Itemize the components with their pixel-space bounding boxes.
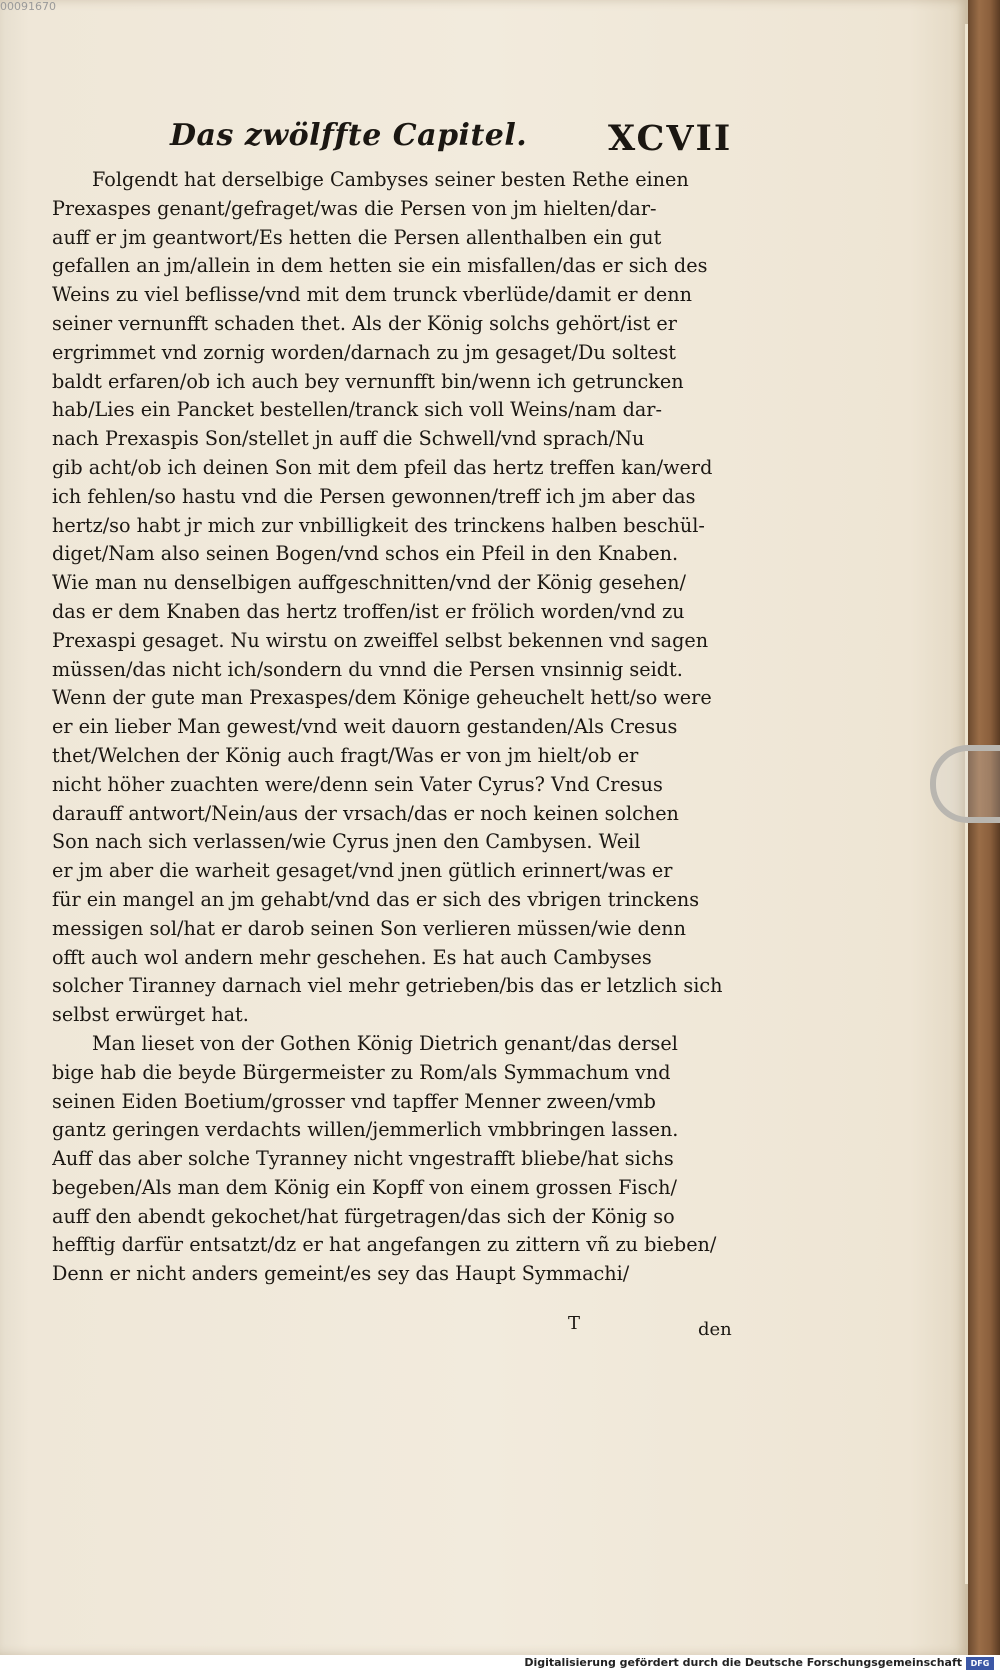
digitization-footer — [0, 1655, 1000, 1673]
text-line: darauff antwort/Nein/aus der vrsach/das er noch keinen solchen — [52, 801, 679, 825]
text-line: Denn er nicht anders gemeint/es sey das Haupt Symmachi/ — [52, 1262, 630, 1286]
text-line: auff er jm geantwort/Es hetten die Persen allenthalben ein gut — [52, 225, 662, 249]
text-line: gib acht/ob ich deinen Son mit dem pfeil das hertz treffen kan/werd — [52, 455, 713, 479]
text-line: diget/Nam also seinen Bogen/vnd schos ein Pfeil in den Knaben. — [52, 542, 679, 566]
text-line: Wenn der gute man Prexaspes/dem Könige geheuchelt hett/so were — [52, 686, 712, 710]
text-line: solcher Tiranney darnach viel mehr getrieben/bis das er letzlich sich — [52, 974, 723, 998]
text-line: Weins zu viel beflisse/vnd mit dem trunck vberlüde/damit er denn — [52, 283, 692, 307]
text-line: Wie man nu denselbigen auffgeschnitten/vnd der König gesehen/ — [52, 571, 686, 595]
text-line: er ein lieber Man gewest/vnd weit dauorn gestanden/Als Cresus — [52, 715, 678, 739]
catchword: den — [698, 1319, 732, 1340]
scan-id: 00091670 — [0, 0, 56, 13]
text-line: hefftig darfür entsatzt/dz er hat angefangen zu zittern vñ zu bieben/ — [52, 1233, 717, 1257]
text-line: hertz/so habt jr mich zur vnbilligkeit des trinckens halben beschül- — [52, 513, 705, 537]
text-line: baldt erfaren/ob ich auch bey vernunfft bin/wenn ich getruncken — [52, 369, 684, 393]
text-line: gefallen an jm/allein in dem hetten sie ein misfallen/das er sich des — [52, 254, 708, 278]
text-line: bige hab die beyde Bürgermeister zu Rom/als Symmachum vnd — [52, 1060, 671, 1084]
text-line: nach Prexaspis Son/stellet jn auff die Schwell/vnd sprach/Nu — [52, 427, 645, 451]
body-text — [52, 166, 742, 1289]
text-line: auff den abendt gekochet/hat fürgetragen/das sich der König so — [52, 1204, 675, 1228]
text-line: das er dem Knaben das hertz troffen/ist er frölich worden/vnd zu — [52, 599, 685, 623]
page-clip — [930, 745, 1000, 823]
text-line: thet/Welchen der König auch fragt/Was er von jm hielt/ob er — [52, 743, 639, 767]
text-line: begeben/Als man dem König ein Kopff von einem grossen Fisch/ — [52, 1175, 677, 1199]
text-line: messigen sol/hat er darob seinen Son verlieren müssen/wie denn — [52, 916, 686, 940]
text-line: seiner vernunfft schaden thet. Als der König solchs gehört/ist er — [52, 311, 677, 335]
page-foot — [568, 1313, 748, 1341]
chapter-title: Das zwölffte Capitel. — [170, 118, 528, 153]
text-line: ich fehlen/so hastu vnd die Persen gewonnen/treff ich jm aber das — [52, 484, 696, 508]
folio-number: XCVII — [608, 118, 733, 159]
text-line: seinen Eiden Boetium/grosser vnd tapffer Menner zween/vmb — [52, 1089, 656, 1113]
signature-mark: T — [568, 1313, 581, 1334]
text-line: Auff das aber solche Tyranney nicht vngestrafft bliebe/hat sichs — [52, 1147, 674, 1171]
text-line: für ein mangel an jm gehabt/vnd das er sich des vbrigen trinckens — [52, 887, 700, 911]
text-line: er jm aber die warheit gesaget/vnd jnen gütlich erinnert/was er — [52, 859, 673, 883]
dfg-logo-icon: DFG — [966, 1657, 994, 1670]
text-line: Man lieset von der Gothen König Dietrich genant/das dersel — [92, 1031, 678, 1055]
text-line: nicht höher zuachten were/denn sein Vater Cyrus? Vnd Cresus — [52, 772, 663, 796]
text-line: Son nach sich verlassen/wie Cyrus jnen den Cambysen. Weil — [52, 830, 641, 854]
text-line: hab/Lies ein Pancket bestellen/tranck sich voll Weins/nam dar- — [52, 398, 662, 422]
text-line: ergrimmet vnd zornig worden/darnach zu jm gesaget/Du soltest — [52, 340, 677, 364]
text-line: Folgendt hat derselbige Cambyses seiner besten Rethe einen — [92, 168, 689, 191]
text-line: gantz geringen verdachts willen/jemmerlich vmbbringen lassen. — [52, 1118, 679, 1142]
text-line: Prexaspi gesaget. Nu wirstu on zweiffel selbst bekennen vnd sagen — [52, 628, 709, 652]
text-line: offt auch wol andern mehr geschehen. Es hat auch Cambyses — [52, 945, 652, 969]
book-binding-edge — [968, 0, 1000, 1655]
text-line: selbst erwürget hat. — [52, 1003, 249, 1027]
text-line: Prexaspes genant/gefraget/was die Persen von jm hielten/dar- — [52, 196, 657, 220]
footer-credit: Digitalisierung gefördert durch die Deutsche Forschungsgemeinschaft — [524, 1656, 962, 1669]
text-line: müssen/das nicht ich/sondern du vnnd die Persen vnsinnig seidt. — [52, 657, 683, 681]
